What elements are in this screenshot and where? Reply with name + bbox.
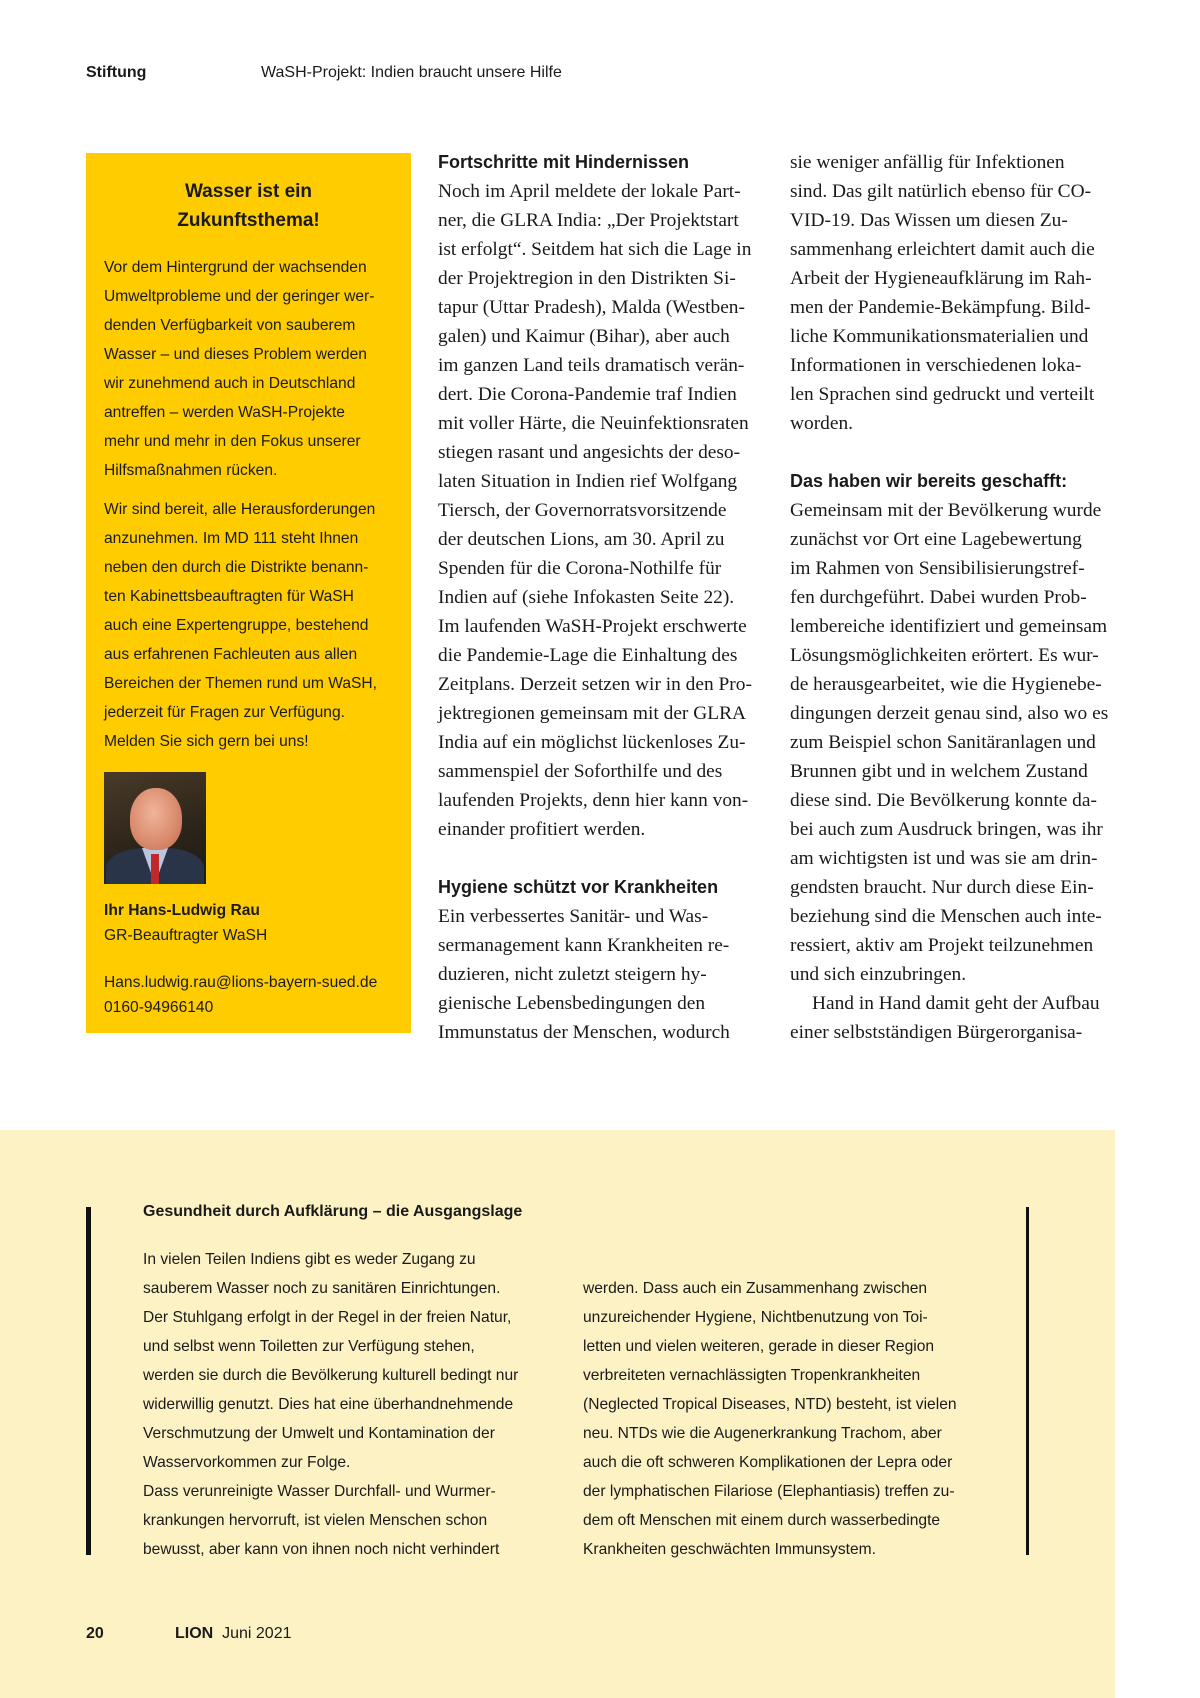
text-line: der lymphatischen Filariose (Elephantiasis) treffen zu-	[583, 1483, 955, 1500]
text-line: ten Kabinettsbeauftragten für WaSH	[104, 588, 354, 605]
text-line: Verschmutzung der Umwelt und Kontamination der	[143, 1425, 495, 1442]
text-line: denden Verfügbarkeit von sauberem	[104, 317, 356, 334]
text-line: Wasser – und dieses Problem werden	[104, 346, 367, 363]
sidebar-title	[104, 177, 393, 235]
info-box-right-rule	[1026, 1207, 1029, 1555]
contact-phone: 0160-94966140	[104, 999, 214, 1016]
text-line: sermanagement kann Krankheiten re-	[438, 935, 730, 956]
text-line: sie weniger anfällig für Infektionen	[790, 152, 1065, 173]
text-line: mehr und mehr in den Fokus unserer	[104, 433, 361, 450]
text-line: Spenden für die Corona-Nothilfe für	[438, 558, 722, 579]
text-line: dem oft Menschen mit einem durch wasserbedingte	[583, 1512, 941, 1529]
text-line: Im laufenden WaSH-Projekt erschwerte	[438, 616, 747, 637]
text-line: ist erfolgt“. Seitdem hat sich die Lage in	[438, 239, 752, 260]
text-line: Wir sind bereit, alle Herausforderungen	[104, 501, 376, 518]
text-line: duzieren, nicht zuletzt steigern hy-	[438, 964, 707, 985]
text-line: jektregionen gemeinsam mit der GLRA	[438, 703, 747, 724]
text-line: Hand in Hand damit geht der Aufbau	[812, 993, 1100, 1014]
text-line: men der Pandemie-Bekämpfung. Bild-	[790, 297, 1091, 318]
info-box-column-2	[583, 1274, 993, 1564]
text-line: im ganzen Land teils dramatisch verän-	[438, 355, 745, 376]
text-line: Arbeit der Hygieneaufklärung im Rah-	[790, 268, 1092, 289]
sidebar-paragraph-2	[104, 495, 393, 756]
paragraph-hygiene-cont	[790, 148, 1115, 438]
text-line: Immunstatus der Menschen, wodurch	[438, 1022, 730, 1043]
issue-date: Juni 2021	[222, 1625, 292, 1642]
text-line: VID-19. Das Wissen um diesen Zu-	[790, 210, 1068, 231]
section-label: Stiftung	[86, 64, 147, 81]
text-line: Noch im April meldete der lokale Part-	[438, 181, 741, 202]
text-line: auch die oft schweren Komplikationen der Lepra oder	[583, 1454, 953, 1471]
text-line: mit voller Härte, die Neuinfektionsraten	[438, 413, 749, 434]
heading-achievements: Das haben wir bereits geschafft:	[790, 471, 1068, 491]
paragraph-progress	[438, 177, 762, 844]
topic-title: WaSH-Projekt: Indien braucht unsere Hilfe	[261, 64, 562, 81]
text-line: Bereichen der Themen rund um WaSH,	[104, 675, 378, 692]
text-line: neben den durch die Distrikte benann-	[104, 559, 369, 576]
text-line: einer selbstständigen Bürgerorganisa-	[790, 1022, 1083, 1043]
text-line: stiegen rasant und angesichts der deso-	[438, 442, 741, 463]
heading-progress: Fortschritte mit Hindernissen	[438, 152, 690, 172]
text-line: gendsten braucht. Nur durch diese Ein-	[790, 877, 1094, 898]
text-line: sammenspiel der Soforthilfe und des	[438, 761, 723, 782]
text-line: im Rahmen von Sensibilisierungstref-	[790, 558, 1085, 579]
text-line: einander profitiert werden.	[438, 819, 646, 840]
text-line: diese sind. Die Bevölkerung konnte da-	[790, 790, 1097, 811]
paragraph-organisation	[790, 989, 1115, 1047]
text-line: Wasservorkommen zur Folge.	[143, 1454, 351, 1471]
text-line: Informationen in verschiedenen loka-	[790, 355, 1082, 376]
sidebar-paragraph-1	[104, 253, 393, 485]
text-line: worden.	[790, 413, 854, 434]
text-line: zum Beispiel schon Sanitäranlagen und	[790, 732, 1096, 753]
text-line: der Projektregion in den Distrikten Si-	[438, 268, 736, 289]
text-line: Tiersch, der Governorratsvorsitzende	[438, 500, 727, 521]
text-line: Melden Sie sich gern bei uns!	[104, 733, 309, 750]
text-line: wir zunehmend auch in Deutschland	[104, 375, 356, 392]
text-line: jederzeit für Fragen zur Verfügung.	[104, 704, 345, 721]
text-line: Gemeinsam mit der Bevölkerung wurde	[790, 500, 1102, 521]
text-line: dingungen derzeit genau sind, also wo es	[790, 703, 1109, 724]
info-box-title: Gesundheit durch Aufklärung – die Ausgangslage	[143, 1203, 523, 1220]
text-line: India auf ein möglichst lückenloses Zu-	[438, 732, 746, 753]
text-line: laten Situation in Indien rief Wolfgang	[438, 471, 738, 492]
text-line: Krankheiten geschwächten Immunsystem.	[583, 1541, 876, 1558]
text-line: verbreiteten vernachlässigten Tropenkrankheiten	[583, 1367, 921, 1384]
text-line: Brunnen gibt und in welchem Zustand	[790, 761, 1088, 782]
sidebar-title-line1: Wasser ist ein	[184, 181, 313, 202]
text-line: der deutschen Lions, am 30. April zu	[438, 529, 725, 550]
page-number: 20	[86, 1625, 104, 1642]
contact-email[interactable]: Hans.ludwig.rau@lions-bayern-sued.de	[104, 974, 378, 991]
text-line: unzureichender Hygiene, Nichtbenutzung von Toi-	[583, 1309, 928, 1326]
text-line: Ein verbessertes Sanitär- und Was-	[438, 906, 709, 927]
text-line: tapur (Uttar Pradesh), Malda (Westben-	[438, 297, 745, 318]
text-line: liche Kommunikationsmaterialien und	[790, 326, 1089, 347]
text-line: ressiert, aktiv am Projekt teilzunehmen	[790, 935, 1094, 956]
text-line: und selbst wenn Toiletten zur Verfügung stehen,	[143, 1338, 475, 1355]
text-line: am wichtigsten ist und was sie am drin-	[790, 848, 1098, 869]
text-line: Hilfsmaßnahmen rücken.	[104, 462, 278, 479]
text-line: widerwillig genutzt. Dies hat eine überhandnehmende	[143, 1396, 514, 1413]
text-line: gienische Lebensbedingungen den	[438, 993, 706, 1014]
text-line: krankungen hervorruft, ist vielen Menschen schon	[143, 1512, 488, 1529]
text-line: dert. Die Corona-Pandemie traf Indien	[438, 384, 737, 405]
info-box-left-rule	[86, 1207, 91, 1555]
text-line: werden. Dass auch ein Zusammenhang zwischen	[583, 1280, 928, 1297]
text-line: Lösungsmöglichkeiten erörtert. Es wur-	[790, 645, 1099, 666]
text-line: auch eine Expertengruppe, bestehend	[104, 617, 369, 634]
paragraph-achievements	[790, 496, 1115, 989]
text-line: antreffen – werden WaSH-Projekte	[104, 404, 345, 421]
text-line: (Neglected Tropical Diseases, NTD) besteht, ist vielen	[583, 1396, 957, 1413]
text-line: sind. Das gilt natürlich ebenso für CO-	[790, 181, 1092, 202]
text-line: Indien auf (siehe Infokasten Seite 22).	[438, 587, 735, 608]
magazine-issue	[175, 1625, 292, 1643]
text-line: len Sprachen sind gedruckt und verteilt	[790, 384, 1095, 405]
heading-hygiene: Hygiene schützt vor Krankheiten	[438, 877, 719, 897]
text-line: bewusst, aber kann von ihnen noch nicht verhindert	[143, 1541, 500, 1558]
text-line: Dass verunreinigte Wasser Durchfall- und Wurmer-	[143, 1483, 496, 1500]
text-line: Vor dem Hintergrund der wachsenden	[104, 259, 367, 276]
text-line: Der Stuhlgang erfolgt in der Regel in der freien Natur,	[143, 1309, 512, 1326]
sidebar-title-line2: Zukunftsthema!	[177, 210, 320, 231]
text-line: und sich einzubringen.	[790, 964, 967, 985]
text-line: fen durchgeführt. Dabei wurden Prob-	[790, 587, 1087, 608]
text-line: zunächst vor Ort eine Lagebewertung	[790, 529, 1082, 550]
text-line: neu. NTDs wie die Augenerkrankung Trachom, aber	[583, 1425, 942, 1442]
text-line: beziehung sind die Menschen auch inte-	[790, 906, 1102, 927]
article-column-2	[438, 148, 762, 1047]
info-box-column-1	[143, 1245, 548, 1564]
signature-role: GR-Beauftragter WaSH	[104, 927, 268, 944]
paragraph-hygiene	[438, 902, 762, 1047]
text-line: In vielen Teilen Indiens gibt es weder Zugang zu	[143, 1251, 476, 1268]
magazine-name: LION	[175, 1625, 214, 1642]
text-line: bei auch zum Ausdruck bringen, was ihr	[790, 819, 1103, 840]
text-line: Umweltprobleme und der geringer wer-	[104, 288, 375, 305]
article-column-3	[790, 148, 1115, 1047]
portrait-face	[130, 788, 182, 850]
text-line: galen) und Kaimur (Bihar), aber auch	[438, 326, 730, 347]
portrait-photo	[104, 772, 206, 884]
text-line: die Pandemie-Lage die Einhaltung des	[438, 645, 738, 666]
portrait-tie	[151, 854, 159, 884]
text-line: sauberem Wasser noch zu sanitären Einrichtungen.	[143, 1280, 501, 1297]
text-line: aus erfahrenen Fachleuten aus allen	[104, 646, 358, 663]
text-line: anzunehmen. Im MD 111 steht Ihnen	[104, 530, 359, 547]
text-line: werden sie durch die Bevölkerung kulturell bedingt nur	[143, 1367, 519, 1384]
text-line: lembereiche identifiziert und gemeinsam	[790, 616, 1108, 637]
text-line: Zeitplans. Derzeit setzen wir in den Pro-	[438, 674, 752, 695]
sidebar-box	[86, 153, 411, 1033]
signature-name: Ihr Hans-Ludwig Rau	[104, 902, 260, 919]
text-line: letten und vielen weiteren, gerade in dieser Region	[583, 1338, 935, 1355]
text-line: ner, die GLRA India: „Der Projektstart	[438, 210, 739, 231]
text-line: de herausgearbeitet, wie die Hygienebe-	[790, 674, 1102, 695]
text-line: laufenden Projekts, denn hier kann von-	[438, 790, 749, 811]
text-line: sammenhang erleichtert damit auch die	[790, 239, 1095, 260]
